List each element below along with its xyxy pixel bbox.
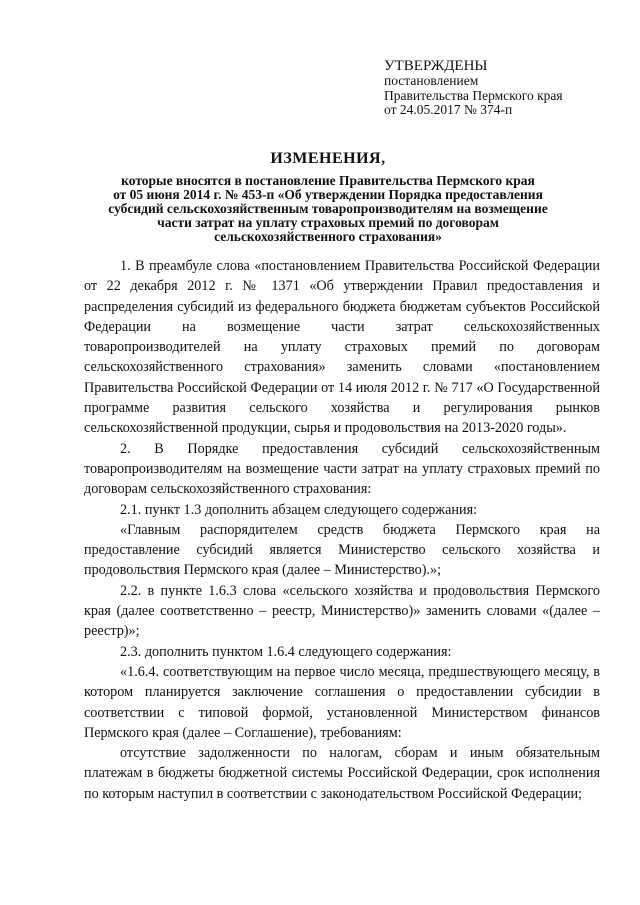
paragraph-2-2: 2.2. в пункте 1.6.3 слова «сельского хозяйства и продовольствия Пермского края (далее соответственно – реестр, Министерство)» заменить словами «(далее – реестр)»; bbox=[84, 582, 600, 640]
heading-line-3: субсидий сельскохозяйственным товаропроизводителям на возмещение bbox=[108, 201, 548, 216]
paragraph-1: 1. В преамбуле слова «постановлением Правительства Российской Федерации от 22 декабря 2012 г. № 1371 «Об утверждении Правил предоставления и распределения субсидий из федерального бюджета бюджетам субъектов Российской Федерации на возмещение части затрат сельскохозяйственных товаропроизводителей на уплату страховых премий по договорам сельскохозяйственного страхования» заменить словами «постановлением Правительства Российской Федерации от 14 июля 2012 г. № 717 «О Государственной программе развития сельского хозяйства и регулирования рынков сельскохозяйственной продукции, сырья и продовольствия на 2013-2020 годы». bbox=[84, 258, 600, 437]
approval-block bbox=[384, 58, 563, 118]
document-body bbox=[84, 256, 600, 804]
paragraph-quote-2: «1.6.4. соответствующим на первое число месяца, предшествующего месяцу, в котором планируется заключение соглашения о предоставлении субсидии в соответствии с типовой формой, установленной Министерством финансов Пермского края (далее – Соглашение), требованиям: bbox=[84, 663, 600, 741]
approval-line-2: Правительства Пермского края bbox=[384, 87, 563, 103]
paragraph-requirement-1: отсутствие задолженности по налогам, сборам и иным обязательным платежам в бюджеты бюджетной системы Российской Федерации, срок исполнения по которым наступил в соответствии с законодательством Российской Федерации; bbox=[84, 745, 600, 802]
paragraph-quote-1: «Главным распорядителем средств бюджета Пермского края на предоставление субсидий является Министерство сельского хозяйства и продовольствия Пермского края (далее – Министерство).»; bbox=[84, 521, 600, 579]
paragraph-2-3: 2.3. дополнить пунктом 1.6.4 следующего содержания: bbox=[120, 643, 452, 660]
paragraph-2: 2. В Порядке предоставления субсидий сельскохозяйственным товаропроизводителям на возмещение части затрат на уплату страховых премий по договорам сельскохозяйственного страхования: bbox=[84, 440, 600, 498]
document-title: ИЗМЕНЕНИЯ, bbox=[270, 150, 386, 167]
heading-line-1: которые вносятся в постановление Правительства Пермского края bbox=[121, 173, 535, 188]
heading-line-4: части затрат на уплату страховых премий по договорам bbox=[157, 215, 499, 230]
heading-line-2: от 05 июня 2014 г. № 453-п «Об утверждении Порядка предоставления bbox=[113, 187, 543, 202]
paragraph-2-1: 2.1. пункт 1.3 дополнить абзацем следующего содержания: bbox=[120, 501, 478, 518]
heading-line-5: сельскохозяйственного страхования» bbox=[214, 229, 442, 244]
approval-line-3: от 24.05.2017 № 374-п bbox=[384, 102, 513, 117]
document-heading bbox=[80, 150, 576, 244]
approved-label: УТВЕРЖДЕНЫ bbox=[384, 58, 488, 74]
approval-line-1: постановлением bbox=[384, 73, 479, 88]
